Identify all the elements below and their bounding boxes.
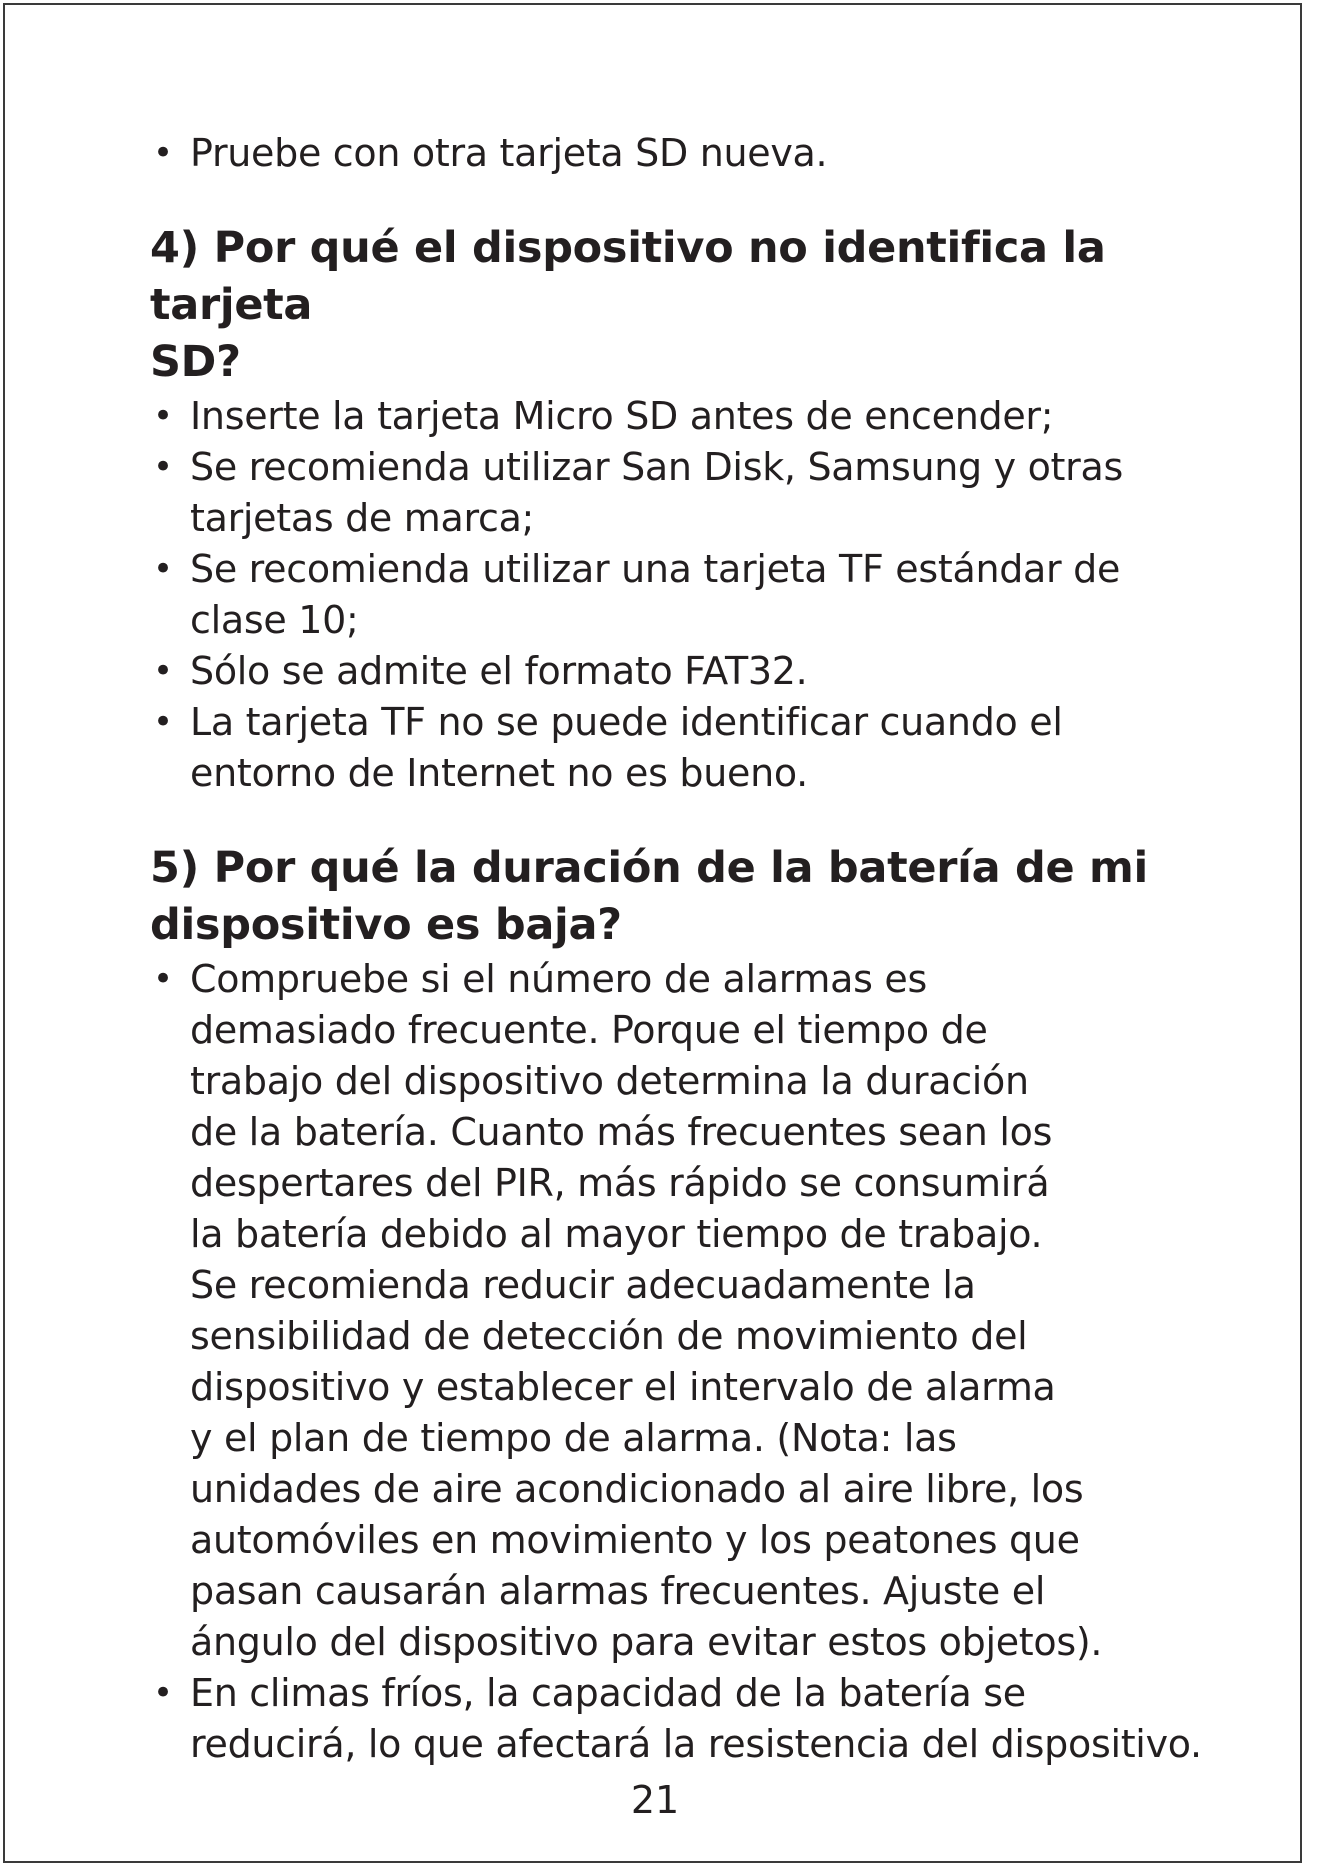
bullet-icon: • [153, 396, 173, 436]
bullet-icon: • [153, 959, 173, 999]
list-item [150, 646, 1260, 697]
intro-bullet-list [150, 128, 1260, 179]
list-item [150, 442, 1260, 544]
bullet-icon: • [153, 133, 173, 173]
bullet-icon: • [153, 651, 173, 691]
list-item [150, 128, 1260, 179]
bullet-icon: • [153, 1673, 173, 1713]
bullet-icon: • [153, 702, 173, 742]
list-item [150, 1668, 1260, 1770]
bullet-icon: • [153, 447, 173, 487]
bullet-icon: • [153, 549, 173, 589]
section-heading-battery: 5) Por qué la duración de la batería de mi dispositivo es baja? [150, 843, 1148, 950]
list-item-text: Compruebe si el número de alarmas es demasiado frecuente. Porque el tiempo de trabajo del dispositivo determina la duración de la batería. Cuanto más frecuentes sean los despertares del PIR, más rápido se consumirá la batería debido al mayor tiempo de trabajo. Se recomienda reducir adecuadamente la sensibilidad de detección de movimiento del dispositivo y establecer el intervalo de alarma y el plan de tiempo de alarma. (Nota: las unidades de aire acondicionado al aire libre, los automóviles en movimiento y los peatones que pasan causarán alarmas frecuentes. Ajuste el ángulo del dispositivo para evitar estos objetos). [190, 957, 1103, 1664]
list-item-text: Inserte la tarjeta Micro SD antes de encender; [190, 394, 1054, 438]
list-item-text: En climas fríos, la capacidad de la batería se reducirá, lo que afectará la resistencia del dispositivo. [190, 1671, 1202, 1766]
section-heading-sd-card: 4) Por qué el dispositivo no identifica la tarjeta SD? [150, 223, 1106, 387]
list-item [150, 954, 1260, 1668]
list-item-text: Se recomienda utilizar San Disk, Samsung y otras tarjetas de marca; [190, 445, 1123, 540]
list-item-text: Pruebe con otra tarjeta SD nueva. [190, 131, 828, 175]
list-item [150, 544, 1260, 646]
list-item-text: Se recomienda utilizar una tarjeta TF estándar de clase 10; [190, 547, 1121, 642]
page-content [150, 128, 1260, 1770]
list-item-text: Sólo se admite el formato FAT32. [190, 649, 808, 693]
sd-card-bullet-list [150, 391, 1260, 799]
list-item-text: La tarjeta TF no se puede identificar cuando el entorno de Internet no es bueno. [190, 700, 1063, 795]
list-item [150, 697, 1260, 799]
list-item [150, 391, 1260, 442]
battery-bullet-list [150, 954, 1260, 1770]
page-number: 21 [630, 1778, 680, 1822]
